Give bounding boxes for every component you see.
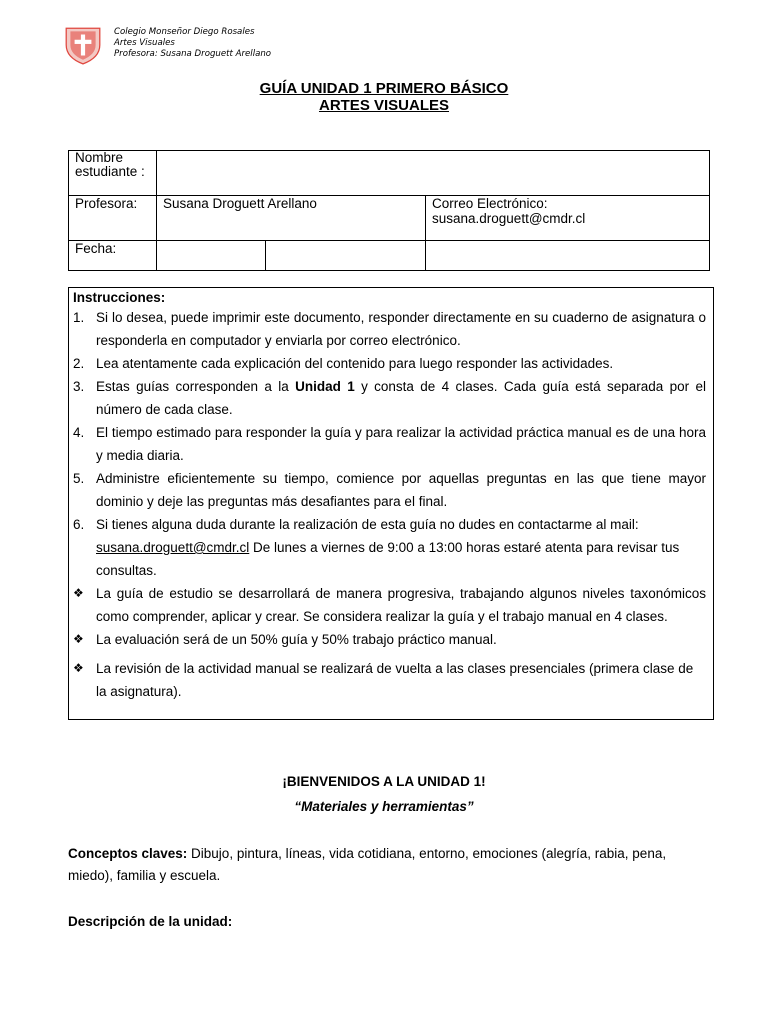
instructions-title: Instrucciones: <box>73 290 166 305</box>
teacher-line: Profesora: Susana Droguett Arellano <box>114 49 272 59</box>
guide-title: GUÍA UNIDAD 1 PRIMERO BÁSICO <box>259 80 509 97</box>
subject-name: Artes Visuales <box>114 38 175 48</box>
key-concepts-text: Dibujo, pintura, líneas, vida cotidiana, entorno, emociones (alegría, rabia, pena, miedo), familia y escuela. <box>68 846 667 883</box>
student-name-label: Nombre estudiante : <box>69 151 157 196</box>
instructions-box <box>68 287 714 720</box>
instruction-item: 5. Administre eficientemente su tiempo, comience por aquellas preguntas en las que tiene mayor dominio y deje las preguntas más desafiantes para el final. <box>73 471 706 509</box>
key-concepts-paragraph <box>68 843 708 887</box>
unit-subtitle: “Materiales y herramientas” <box>294 799 474 814</box>
teacher-label: Profesora: <box>69 196 157 241</box>
date-field-2[interactable] <box>266 241 426 271</box>
bullet-item: ❖ La revisión de la actividad manual se realizará de vuelta a las clases presenciales (primera clase de la asignatura). <box>73 657 706 703</box>
diamond-bullet-icon: ❖ <box>73 586 84 600</box>
school-name: Colegio Monseñor Diego Rosales <box>114 27 255 37</box>
diamond-bullet-icon: ❖ <box>73 632 84 646</box>
date-label: Fecha: <box>69 241 157 271</box>
instruction-item: 4. El tiempo estimado para responder la guía y para realizar la actividad práctica manual es de una hora y media diaria. <box>73 425 706 463</box>
student-name-field[interactable] <box>157 151 710 196</box>
description-heading: Descripción de la unidad: <box>68 914 233 929</box>
school-shield-icon <box>62 24 104 66</box>
diamond-bullet-icon: ❖ <box>73 661 84 675</box>
key-concepts-label: Conceptos claves: <box>68 846 188 861</box>
document-header <box>62 24 271 66</box>
instruction-item: 6. Si tienes alguna duda durante la realización de esta guía no dudes en contactarme al mail: susana.droguett@cmdr.cl De lunes a viernes de 9:00 a 13:00 horas estaré atenta para revisar tus consultas. <box>73 517 680 578</box>
bullet-item: ❖ La evaluación será de un 50% guía y 50% trabajo práctico manual. <box>73 628 706 651</box>
date-field-1[interactable] <box>157 241 266 271</box>
instruction-item: 3. Estas guías corresponden a la Unidad 1 y consta de 4 clases. Cada guía está separada por el número de cada clase. <box>73 379 706 417</box>
instruction-item: 2. Lea atentamente cada explicación del contenido para luego responder las actividades. <box>73 356 614 371</box>
student-info-table <box>68 150 710 271</box>
instruction-item: 1. Si lo desea, puede imprimir este documento, responder directamente en su cuaderno de asignatura o responderla en computador y enviarla por correo electrónico. <box>73 310 706 348</box>
guide-subject-title: ARTES VISUALES <box>318 97 450 114</box>
welcome-heading: ¡BIENVENIDOS A LA UNIDAD 1! <box>282 774 486 789</box>
email-label: Correo Electrónico: susana.droguett@cmdr.cl <box>426 196 710 241</box>
email-link[interactable]: susana.droguett@cmdr.cl <box>96 540 250 555</box>
bullet-item: ❖ La guía de estudio se desarrollará de manera progresiva, trabajando algunos niveles taxonómicos como comprender, aplicar y crear. Se considera realizar la guía y el trabajo manual en 4 clases. <box>73 582 706 628</box>
teacher-value: Susana Droguett Arellano <box>157 196 426 241</box>
unit-emphasis: Unidad 1 <box>295 379 355 394</box>
date-field-3[interactable] <box>426 241 710 271</box>
